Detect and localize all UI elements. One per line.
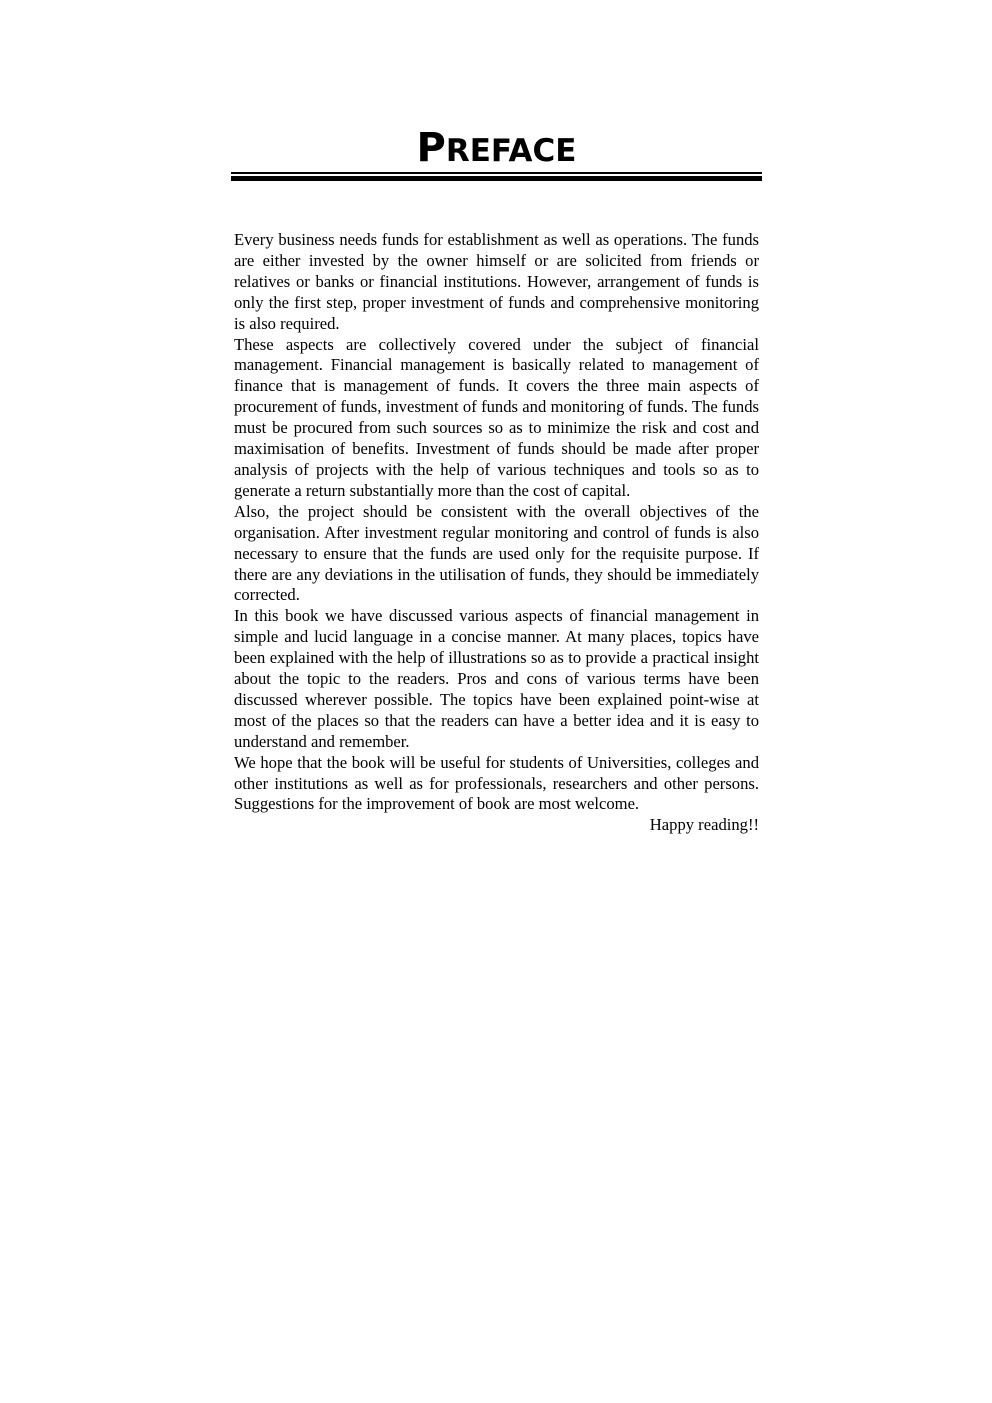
title-rule-thick — [231, 176, 762, 181]
title-rule-thin — [231, 172, 762, 174]
page-title — [231, 124, 762, 175]
paragraph-1: Every business needs funds for establishment as well as operations. The funds are either invested by the owner himself or are solicited from friends or relatives or banks or financial institutions. However, arrangement of funds is only the first step, proper investment of funds and comprehensive monitoring is also required. — [234, 230, 759, 333]
paragraph-2: These aspects are collectively covered under the subject of financial management. Financial management is basically related to management of finance that is management of funds. It covers the three main aspects of procurement of funds, investment of funds and monitoring of funds. The funds must be procured from such sources so as to minimize the risk and cost and maximisation of benefits. Investment of funds should be made after proper analysis of projects with the help of various techniques and tools so as to generate a return substantially more than the cost of capital. — [234, 334, 759, 500]
signoff: Happy reading!! — [649, 815, 759, 835]
preface-body — [234, 230, 759, 836]
paragraph-4: In this book we have discussed various aspects of financial management in simple and lucid language in a concise manner. At many places, topics have been explained with the help of illustrations so as to provide a practical insight about the topic to the readers. Pros and cons of various terms have been discussed wherever possible. The topics have been explained point-wise at most of the places so that the readers can have a better idea and it is easy to understand and remember. — [234, 606, 759, 751]
page-title-rest: REFACE — [445, 133, 577, 169]
page-title-initial: P — [416, 125, 446, 171]
paragraph-5: We hope that the book will be useful for students of Universities, colleges and other institutions as well as for professionals, researchers and other persons. Suggestions for the improvement of book are most welcome. — [234, 752, 759, 814]
paragraph-3: Also, the project should be consistent with the overall objectives of the organisation. After investment regular monitoring and control of funds is also necessary to ensure that the funds are used only for the requisite purpose. If there are any deviations in the utilisation of funds, they should be immediately corrected. — [234, 501, 759, 605]
